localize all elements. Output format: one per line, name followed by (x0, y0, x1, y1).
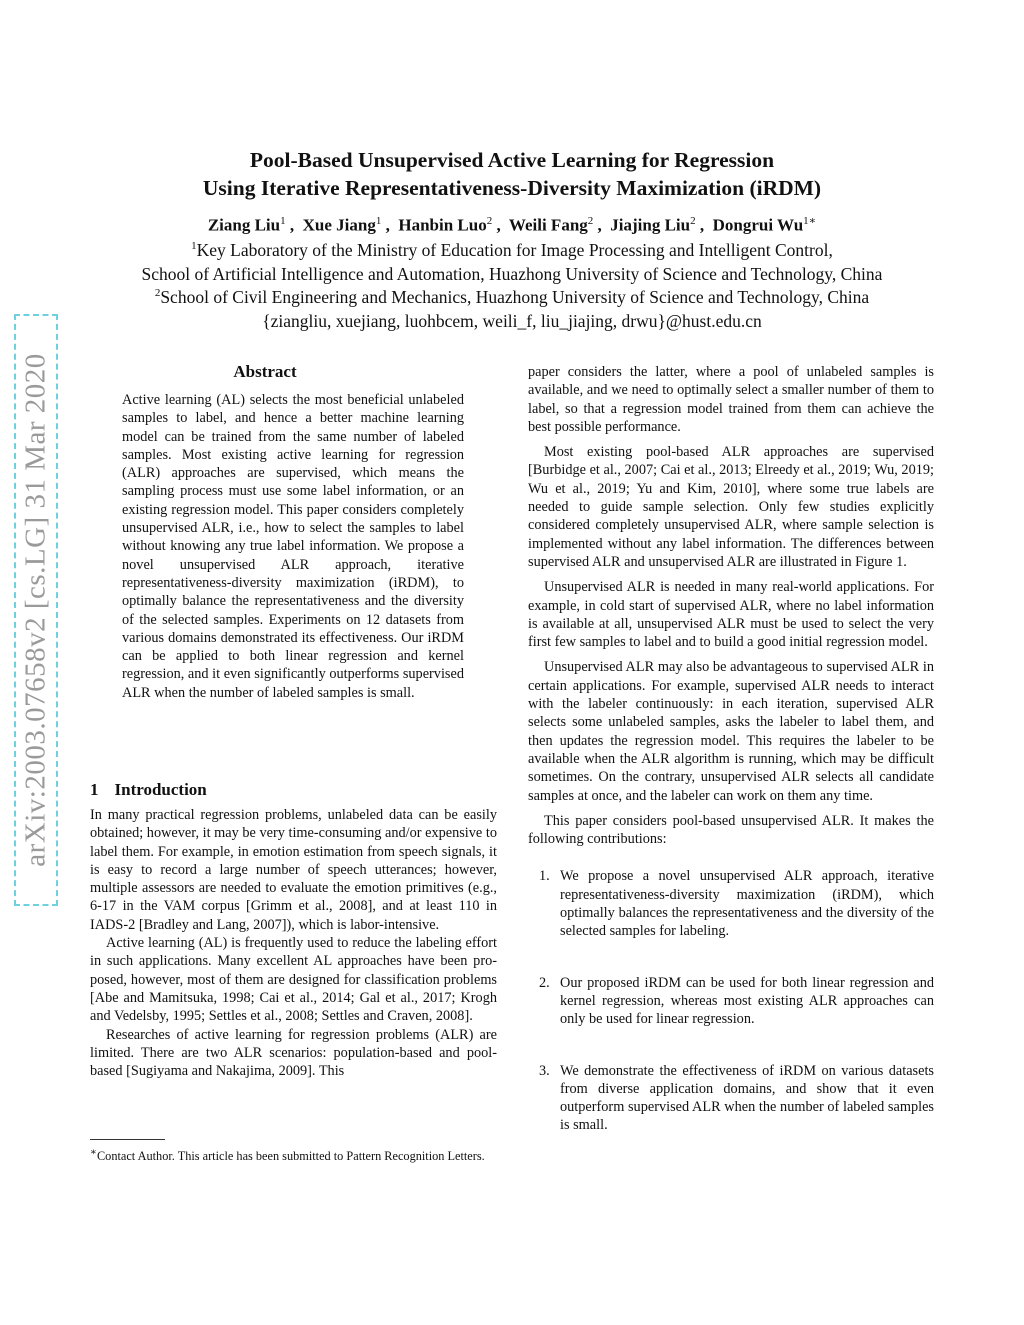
affiliation-text: School of Civil Engineering and Mechanics, Huazhong University of Science and Technology, China (160, 287, 870, 307)
affiliation-line-2: School of Artificial Intelligence and Automation, Huazhong University of Science and Technology, China (141, 264, 883, 284)
abstract-body (122, 391, 464, 702)
author-mark: 1 (280, 215, 286, 227)
author-name: Xue Jiang (302, 215, 376, 235)
title-line-1: Pool-Based Unsupervised Active Learning for Regression (249, 148, 775, 172)
author-name: Jiajing Liu (610, 215, 691, 235)
list-text: We propose a novel unsupervised ALR approach, iterative representativeness-diversity maximization (iRDM), which optimally balances the representativeness and the diversity of the selected samples for labeling. (560, 868, 934, 940)
section-heading-introduction (90, 780, 207, 800)
footnote-mark: ∗ (90, 1147, 97, 1158)
footnote-rule (90, 1139, 165, 1140)
paragraph: Most existing pool-based ALR approaches are supervised [Burbidge et al., 2007; Cai et al., 2013; Elreedy et al., 2019; Wu, 2019; Wu et al., 2019; Yu and Kim, 2010], where some true labels are needed to guide sample selection. Only few studies explicitly considered completely unsupervised ALR, where sample selection is implemented without any label information. The differences between supervised ALR and unsupervised ALR are illustrated in Figure 1. (528, 444, 934, 570)
contributions-list (528, 867, 934, 1134)
abstract-text: Active learning (AL) selects the most beneficial unlabeled samples to label, and hence a better machine learning model can be trained from the same number of labeled samples. Most existing active learning for regression (ALR) approaches are supervised, which means the sampling process must use some label information, or an existing regression model. This paper considers completely unsupervised ALR, i.e., how to select the samples to label without knowing any true label information. We propose a novel unsupervised ALR approach, iterative representativeness-diversity maximization (iRDM), to optimally balance the representativeness and the diversity of the selected samples. Experiments on 12 datasets from various domains demonstrated its effectiveness. Our iRDM can be applied to both linear regression and kernel regression, and it even significantly outperforms supervised ALR when the number of labeled samples is small. (122, 392, 464, 701)
author-mark: 1∗ (803, 215, 817, 227)
section-number: 1 (90, 780, 99, 799)
author-mark: 2 (690, 215, 696, 227)
footnote-text: Contact Author. This article has been submitted to Pattern Recognition Letters. (96, 1149, 485, 1164)
author-name: Dongrui Wu (712, 215, 804, 235)
affiliation-mark: 1 (191, 240, 197, 253)
author-mark: 2 (587, 215, 594, 227)
paragraph: paper considers the latter, where a pool of unlabeled samples is available, and we need to optimally select a smaller number of them to label, so that a regression model trained from them can achieve the best possible performance. (528, 364, 934, 435)
author-list: Ziang Liu$^1$ , Xue Jiang$^1$ , Hanbin Luo$^2$ , Weili Fang$^2$ , Jiajing Liu$^2$ , Dongrui $Wu^{1∗}$ (207, 215, 817, 235)
arxiv-id-text: arXiv:2003.07658v2 [cs.LG] 31 Mar 2020 (19, 353, 52, 867)
affiliation-line-1 (60, 240, 964, 261)
introduction-body (90, 806, 497, 1080)
paper-title (60, 146, 964, 202)
list-item (528, 1062, 934, 1135)
footnote (90, 1145, 497, 1164)
paragraph: Unsupervised ALR may also be advantageous to supervised ALR in certain applications. For example, supervised ALR needs to interact with the labeler continuously: in each iteration, supervised ALR selects some unlabeled samples, asks the labeler to label them, and then updates the regression model. This requires the labeler to be available when the ALR algorithm is running, which may be difficult sometimes. On the contrary, unsupervised ALR selects all candidate samples at once, and the labeler can work on them any time. (528, 659, 934, 804)
right-column-body (528, 363, 934, 1168)
affiliation-text: Key Laboratory of the Ministry of Education for Image Processing and Intelligent Control, (196, 240, 833, 260)
paragraph: In many practical regression problems, unlabeled data can be easily obtained; however, it may be very time-consuming and/or expensive to label them. For example, in emotion estimation from speech signals, it is easy to record a large number of speech utterances; however, multiple assessors are needed to evaluate the emotion primitives (e.g., 6-17 in the VAM corpus [Grimm et al., 2008], and at least 110 in IADS-2 [Bradley and Lang, 2007]), which is labor-intensive. (90, 807, 497, 933)
paragraph: Researches of active learning for regression problems (ALR) are limited. There are two ALR scenarios: population-based and pool-based [Sugiyama and Nakajima, 2009]. This (90, 1026, 497, 1080)
author-emails: {ziangliu, xuejiang, luohbcem, weili_f, liu_jiajing, drwu}@hust.edu.cn (262, 311, 762, 331)
list-number: 2. (539, 974, 550, 991)
list-number: 1. (539, 868, 550, 885)
author-name: Ziang Liu (207, 215, 281, 235)
section-title: Introduction (114, 780, 207, 799)
list-item (528, 974, 934, 1029)
arxiv-watermark (14, 314, 58, 906)
affiliation-mark: 2 (154, 287, 161, 300)
author-name: Weili Fang (508, 215, 588, 235)
affiliation-line-3 (60, 287, 964, 308)
paragraph: Unsupervised ALR is needed in many real-world applications. For example, in cold start of supervised ALR, where no label information is available at all, unsupervised ALR must be used to select the very first few samples to label and to build a good initial regression model. (528, 579, 934, 651)
list-number: 3. (539, 1062, 550, 1079)
author-name: Hanbin Luo (398, 215, 487, 235)
title-line-2: Using Iterative Representativeness-Diversity Maximization (iRDM) (202, 176, 822, 200)
abstract-heading: Abstract (233, 362, 297, 381)
author-mark: 2 (486, 215, 493, 227)
author-mark: 1 (375, 215, 382, 227)
list-text: We demonstrate the effectiveness of iRDM on various datasets from diverse application domains, and show that it even outperform supervised ALR when the number of labeled samples is small. (560, 1062, 934, 1134)
paragraph: Active learning (AL) is frequently used to reduce the labeling effort in such applications. Many excellent AL approaches have been proposed, however, most of them are designed for classification problems [Abe and Mamitsuka, 1998; Cai et al., 2014; Gal et al., 2017; Krogh and Vedelsby, 1995; Settles et al., 2008; Settles and Craven, 2008]. (90, 935, 497, 1025)
list-item (528, 867, 934, 940)
paragraph: This paper considers pool-based unsupervised ALR. It makes the following contributions: (528, 812, 934, 848)
list-text: Our proposed iRDM can be used for both linear regression and kernel regression, whereas most existing ALR approaches can only be used for linear regression. (560, 974, 934, 1028)
